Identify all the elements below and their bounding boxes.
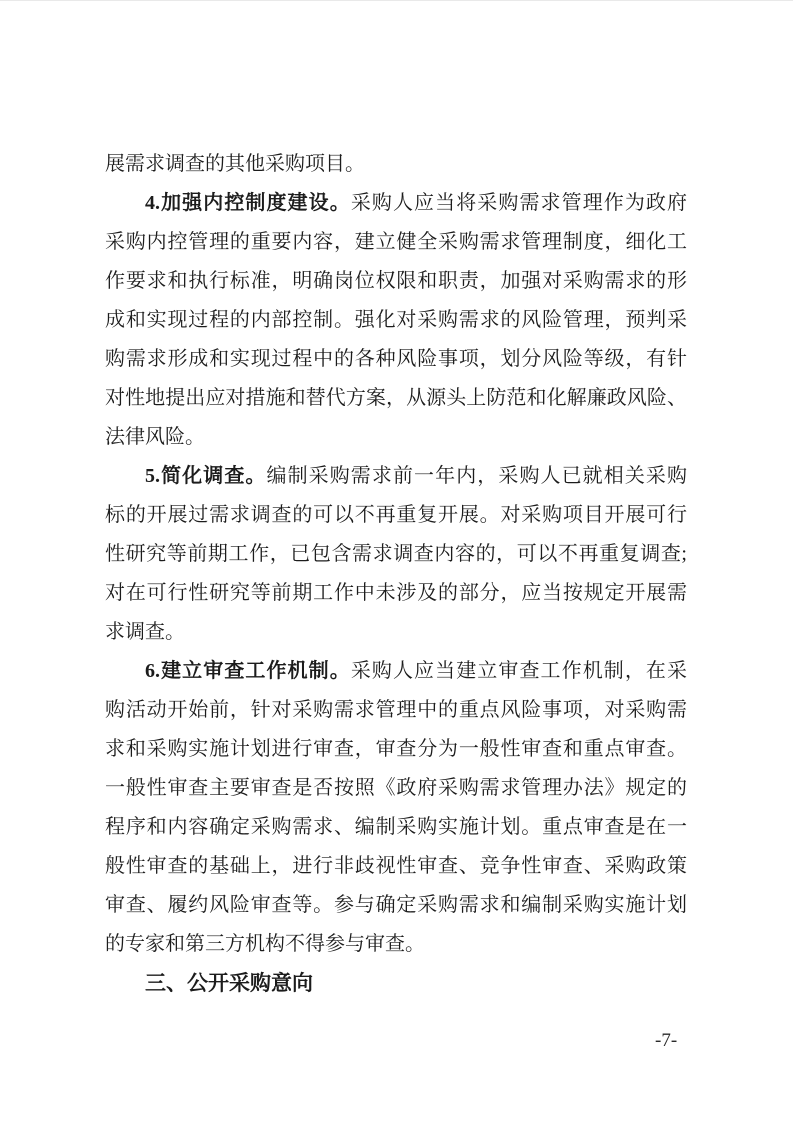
bold-text-run: 4.加强内控制度建设。 [145,192,351,214]
text-run: 购活动开始前，针对采购需求管理中的重点风险事项，对采购需 [105,699,687,721]
text-line [105,418,687,457]
paragraph-continuation-paragraph [105,145,687,184]
paragraph-item-4-internal-control [105,184,687,457]
scan-edge-line [0,0,793,1]
text-run: 编制采购需求前一年内，采购人已就相关采购 [266,465,688,487]
bold-text-run: 5.简化调查。 [145,465,267,487]
text-run: 采购内控管理的重要内容，建立健全采购需求管理制度，细化工 [105,231,687,253]
text-line [105,340,687,379]
paragraph-section-3-heading [105,964,687,1003]
text-run: 求调查。 [105,621,185,643]
text-run: 购需求形成和实现过程中的各种风险事项，划分风险等级，有针 [105,348,687,370]
page-number: -7- [655,1030,678,1051]
text-line [105,457,687,496]
text-line [105,379,687,418]
paragraph-item-5-simplified-survey [105,457,687,652]
text-line [105,301,687,340]
text-run: 法律风险。 [105,426,205,448]
text-line [105,535,687,574]
text-run: 对在可行性研究等前期工作中未涉及的部分，应当按规定开展需 [105,582,687,604]
text-line [105,925,687,964]
bold-text-run: 6.建立审查工作机制。 [145,660,351,682]
text-run: 的专家和第三方机构不得参与审查。 [105,933,425,955]
text-line [105,262,687,301]
text-run: 成和实现过程的内部控制。强化对采购需求的风险管理，预判采 [105,309,687,331]
text-line [105,652,687,691]
section-heading-line [105,964,687,1003]
text-run: 审查、履约风险审查等。参与确定采购需求和编制采购实施计划 [105,894,687,916]
text-run: 程序和内容确定采购需求、编制采购实施计划。重点审查是在一 [105,816,687,838]
text-line [105,613,687,652]
text-run: 般性审查的基础上，进行非歧视性审查、竞争性审查、采购政策 [105,855,687,877]
text-line [105,769,687,808]
text-run: 作要求和执行标准，明确岗位权限和职责，加强对采购需求的形 [105,270,687,292]
bold-text-run: 三、公开采购意向 [145,972,313,995]
text-run: 采购人应当将采购需求管理作为政府 [350,192,688,214]
text-line [105,223,687,262]
text-line [105,808,687,847]
text-run: 对性地提出应对措施和替代方案，从源头上防范和化解廉政风险、 [105,387,687,409]
text-run: 标的开展过需求调查的可以不再重复开展。对采购项目开展可行 [105,504,687,526]
text-line [105,145,687,184]
paragraph-item-6-review-mechanism [105,652,687,964]
document-text-block [105,145,687,1003]
text-line [105,184,687,223]
text-run: 求和采购实施计划进行审查，审查分为一般性审查和重点审查。 [105,738,687,760]
text-run: 性研究等前期工作，已包含需求调查内容的，可以不再重复调查; [105,543,687,565]
text-line [105,730,687,769]
text-line [105,847,687,886]
text-line [105,886,687,925]
text-run: 采购人应当建立审查工作机制，在采 [350,660,688,682]
text-run: 一般性审查主要审查是否按照《政府采购需求管理办法》规定的 [105,777,687,799]
text-line [105,496,687,535]
text-run: 展需求调查的其他采购项目。 [105,153,365,175]
text-line [105,691,687,730]
text-line [105,574,687,613]
